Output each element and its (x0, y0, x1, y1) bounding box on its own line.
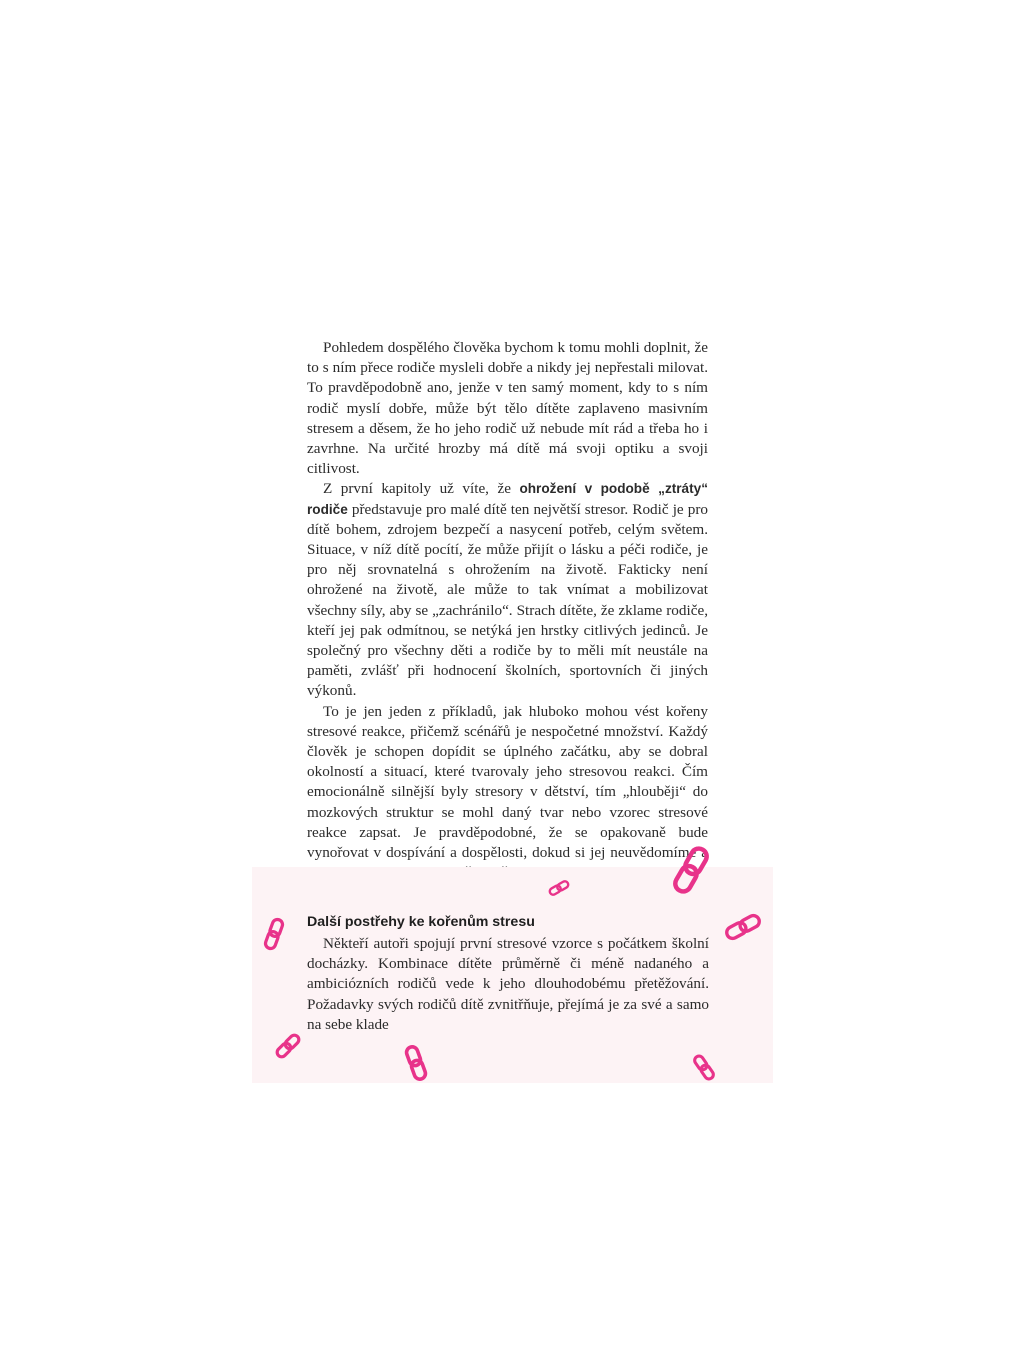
paragraph-2-emphasis: ohrožení v podobě „ztráty“ rodiče (307, 481, 708, 517)
paragraph-2-end: představuje pro malé dítě ten největší stresor. Rodič je pro dítě bohem, zdrojem bezpečí a nasycení potřeb, celým světem. Situace, v níž dítě pocítí, že může přijít o lásku a péči rodiče, je pro něj srovnatelná s ohrožením na životě. Fakticky není ohrožené na životě, ale může to tak vnímat a mobilizovat všechny síly, aby se „zachránilo“. Strach dítěte, že zklame rodiče, kteří jej pak odmítnou, se netýká jen hrstky citlivých jedinců. Je společný pro všechny děti a rodiče by to měli mít neustále na paměti, zvlášť při hodnocení školních, sportovních či jiných výkonů. (307, 500, 708, 700)
sidebar-box-paragraph: Někteří autoři spojují první stresové vzorce s počátkem školní docházky. Kombinace dítěte průměrně či méně nadaného a ambiciózních rodičů vede k jeho dlouhodobému přetěžování. Požadavky svých rodičů dítě zvnitřňuje, přejímá je za své a samo na sebe klade (307, 935, 709, 1033)
chain-link-icon (256, 910, 292, 958)
paragraph-3 (307, 702, 708, 884)
chain-link-icon (544, 876, 574, 900)
sidebar-box-text (307, 934, 709, 1035)
paragraph-2-start: Z první kapitoly už víte, že (323, 480, 520, 498)
chain-link-icon (663, 838, 719, 902)
main-text (307, 338, 708, 883)
sidebar-box-heading: Další postřehy ke kořenům stresu (307, 914, 535, 930)
chain-link-icon (271, 1030, 305, 1062)
paragraph-3-start: To je jen jeden z příkladů, jak hluboko mohou vést kořeny stresové reakce, přičemž scénářů je nespočetné množství. Každý člověk je schopen dopídit se úplného začátku, aby se dobral okolností a situací, které tvarovaly jeho stresovou reakci. Čím emocionálně silnější byly stresory v dětství, tím „hlouběji“ do mozkových struktur se mohl daný tvar nebo vzorec stresové reakce zapsat. Je pravděpodobné, že se opakovaně bude vynořovat v dospívání a dospělosti, dokud si jej neuvědomíme a (307, 702, 708, 862)
chain-link-icon (396, 1043, 436, 1083)
chain-link-icon (688, 1052, 720, 1083)
paragraph-2 (307, 479, 708, 701)
paragraph-1: Pohledem dospělého člověka bychom k tomu mohli doplnit, že to s ním přece rodiče mysleli dobře a nikdy jej nepřestali milovat. To pravděpodobně ano, jenže v ten samý moment, kdy to s ním rodič myslí dobře, může být tělo dítěte zaplaveno masivním stresem a děsem, že ho jeho rodič už nebude mít rád a třeba ho i zavrhne. Na určité hrozby má dítě má svoji optiku a svoji citlivost. (307, 339, 708, 478)
chain-link-icon (718, 906, 768, 948)
